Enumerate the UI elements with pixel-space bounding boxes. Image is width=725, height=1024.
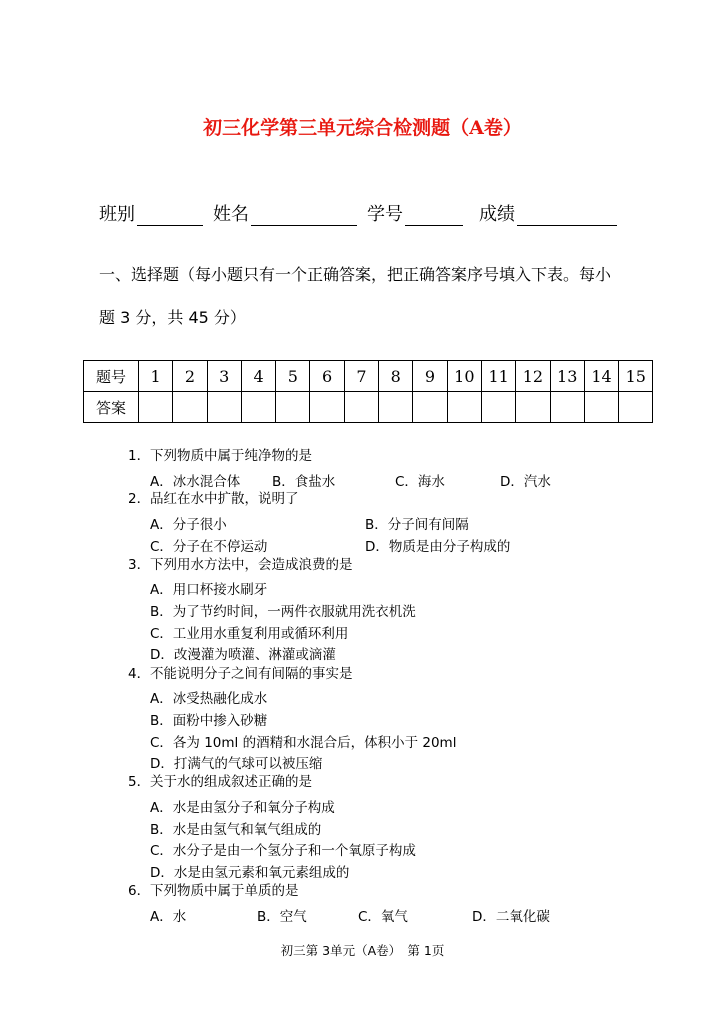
- question-1-stem: [128, 446, 312, 468]
- question-number-cell: 12: [516, 361, 550, 392]
- answer-cell[interactable]: [276, 392, 310, 423]
- question-number: 4．: [128, 666, 151, 682]
- class-blank[interactable]: [137, 207, 203, 226]
- section-heading-line1: 一、选择题（每小题只有一个正确答案，把正确答案序号填入下表。每小: [99, 265, 612, 284]
- question-5-stem: [128, 772, 312, 794]
- answer-cell[interactable]: [344, 392, 378, 423]
- answer-cell[interactable]: [379, 392, 413, 423]
- option: B．空气: [257, 909, 307, 925]
- question-number-cell: 6: [310, 361, 344, 392]
- option: D．物质是由分子构成的: [365, 539, 511, 555]
- option: A．冰受热融化成水: [150, 691, 268, 707]
- name-blank[interactable]: [251, 207, 357, 226]
- option: D．二氧化碳: [472, 909, 550, 925]
- option: B．为了节约时间，一两件衣服就用洗衣机洗: [150, 604, 416, 620]
- option: A．水: [150, 909, 187, 925]
- question-4-stem: [128, 664, 353, 686]
- option: C．水分子是由一个氢分子和一个氧原子构成: [150, 843, 416, 859]
- option: C．氧气: [358, 909, 408, 925]
- question-number-cell: 4: [241, 361, 275, 392]
- answer-cell[interactable]: [207, 392, 241, 423]
- question-number-cell: 14: [584, 361, 618, 392]
- question-number-cell: 7: [344, 361, 378, 392]
- question-text: 下列用水方法中，会造成浪费的是: [150, 557, 353, 573]
- option: D．打满气的气球可以被压缩: [150, 756, 323, 772]
- question-number-cell: 13: [550, 361, 584, 392]
- option: C．各为 10ml 的酒精和水混合后，体积小于 20ml: [150, 735, 457, 751]
- question-number-cell: 2: [173, 361, 207, 392]
- answer-cell[interactable]: [447, 392, 481, 423]
- question-text: 下列物质中属于单质的是: [150, 883, 299, 899]
- question-text: 品红在水中扩散，说明了: [150, 491, 299, 507]
- option: B．水是由氢气和氧气组成的: [150, 822, 322, 838]
- section-heading-line2: 题 3 分，共 45 分）: [99, 308, 246, 327]
- question-number-cell: 15: [619, 361, 653, 392]
- answer-cell[interactable]: [619, 392, 653, 423]
- option: A．水是由氢分子和氧分子构成: [150, 800, 335, 816]
- answer-cell[interactable]: [516, 392, 550, 423]
- id-blank[interactable]: [405, 207, 463, 226]
- page-title: 初三化学第三单元综合检测题（A卷）: [203, 117, 522, 139]
- option: A．分子很小: [150, 517, 227, 533]
- option: D．改漫灌为喷灌、淋灌或滴灌: [150, 647, 336, 663]
- answer-cell[interactable]: [139, 392, 173, 423]
- option: B．分子间有间隔: [365, 517, 469, 533]
- option: C．工业用水重复利用或循环利用: [150, 626, 349, 642]
- class-label: 班别: [99, 204, 135, 225]
- answer-cell[interactable]: [310, 392, 344, 423]
- option: A．冰水混合体: [150, 474, 241, 490]
- option: D．水是由氢元素和氧元素组成的: [150, 865, 350, 881]
- question-number: 3．: [128, 557, 151, 573]
- student-info-line: [99, 200, 617, 226]
- question-number: 1．: [128, 448, 151, 464]
- question-text: 不能说明分子之间有间隔的事实是: [150, 666, 353, 682]
- option: C．分子在不停运动: [150, 539, 268, 555]
- answer-cell[interactable]: [481, 392, 515, 423]
- question-number-cell: 3: [207, 361, 241, 392]
- option: A．用口杯接水刷牙: [150, 582, 268, 598]
- answer-cell[interactable]: [584, 392, 618, 423]
- option: C．海水: [395, 474, 445, 490]
- score-blank[interactable]: [517, 207, 617, 226]
- answer-cell[interactable]: [173, 392, 207, 423]
- answer-row: [84, 392, 653, 423]
- question-number-cell: 5: [276, 361, 310, 392]
- answer-table: [83, 360, 653, 423]
- question-3-stem: [128, 555, 353, 577]
- question-number: 5．: [128, 774, 151, 790]
- question-number-cell: 9: [413, 361, 447, 392]
- question-number-row: [84, 361, 653, 392]
- answer-cell[interactable]: [413, 392, 447, 423]
- question-text: 关于水的组成叙述正确的是: [150, 774, 312, 790]
- question-number: 6．: [128, 883, 151, 899]
- page-footer: 初三第 3单元（A卷） 第 1页: [280, 943, 445, 958]
- question-number-cell: 8: [379, 361, 413, 392]
- option: B．食盐水: [272, 474, 336, 490]
- number-row-header: 题号: [84, 361, 139, 392]
- id-label: 学号: [367, 204, 403, 225]
- question-number: 2．: [128, 491, 151, 507]
- question-text: 下列物质中属于纯净物的是: [150, 448, 312, 464]
- question-number-cell: 1: [139, 361, 173, 392]
- option: B．面粉中掺入砂糖: [150, 713, 268, 729]
- question-number-cell: 10: [447, 361, 481, 392]
- question-number-cell: 11: [481, 361, 515, 392]
- score-label: 成绩: [479, 204, 515, 225]
- answer-cell[interactable]: [550, 392, 584, 423]
- option: D．汽水: [500, 474, 551, 490]
- answer-cell[interactable]: [241, 392, 275, 423]
- name-label: 姓名: [213, 204, 249, 225]
- answer-row-header: 答案: [84, 392, 139, 423]
- question-2-stem: [128, 489, 299, 511]
- question-6-stem: [128, 881, 299, 903]
